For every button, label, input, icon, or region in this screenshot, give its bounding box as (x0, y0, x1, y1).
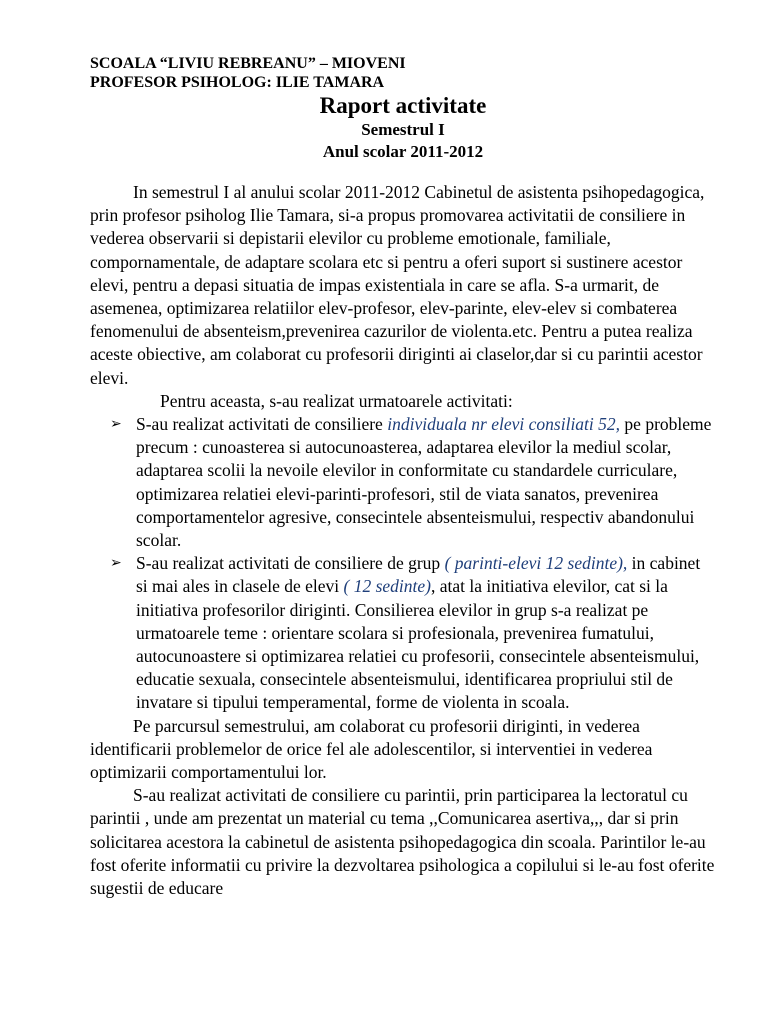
parinti-paragraph: S-au realizat activitati de consiliere cu parintii, prin participarea la lectoratul cu parintii , unde am prezentat un material cu tema ,,Comunicarea asertiva,,, dar si prin solicitarea acestora la cabinetul de asistenta psihopedagogica din scoala. Parintilor le-au fost oferite informatii cu privire la dezvoltarea psihologica a copilului si le-au fost oferite sugestii de educare (90, 785, 715, 899)
arrow-bullet-icon: ➢ (110, 417, 122, 433)
list-item (110, 413, 716, 552)
bullet-text: , atat la initiativa elevilor, cat si la initiativa profesorilor diriginti. Consilierea elevilor in grup s-a realizat pe urmatoarele teme : orientare scolara si profesionala, prevenirea fumatului, autocunoastere si optimizarea relatiei cu profesorii, consecintele absenteismului, educatie sexuala, consecintele absenteismului, identificarea propriului stil de invatare si tipului temperamental, forme de violenta in scoala. (136, 576, 700, 713)
teacher-name: PROFESOR PSIHOLOG: ILIE TAMARA (90, 74, 385, 91)
semester-label: Semestrul I (361, 120, 445, 139)
bullet-text: in cabinet si mai ales in clasele de elevi (136, 553, 701, 597)
highlighted-count: individuala nr elevi consiliati 52, (387, 414, 621, 435)
school-name: SCOALA “LIVIU REBREANU” – MIOVENI (90, 55, 406, 72)
highlighted-count: ( parinti-elevi 12 sedinte), (444, 553, 628, 574)
list-item (110, 552, 716, 714)
report-body (90, 181, 716, 900)
intro-paragraph: In semestrul I al anului scolar 2011-2012 Cabinetul de asistenta psihopedagogica, prin profesor psiholog Ilie Tamara, si-a propus promovarea activitatii de consiliere in vederea observarii si depistarii elevilor cu probleme emotionale, familiale, compornamentale, de adaptare scolara etc si pentru a oferi suport si sustinere acestor elevi, pentru a depasi situatia de impas existentiala in care se afla. S-a urmarit, de asemenea, optimizarea relatiilor elev-profesor, elev-parinte, elev-elev si combaterea fenomenului de absenteism,prevenirea cazurilor de violenta.etc. Pentru a putea realiza aceste obiective, am colaborat cu profesorii diriginti ai claselor,dar si cu parintii acestor elevi. (90, 182, 705, 388)
arrow-bullet-icon: ➢ (110, 556, 122, 572)
activities-intro: Pentru aceasta, s-au realizat urmatoarele activitati: (160, 390, 513, 411)
bullet-text: S-au realizat activitati de consiliere (136, 414, 388, 435)
report-title: Raport activitate (319, 93, 487, 118)
diriginti-paragraph: Pe parcursul semestrului, am colaborat cu profesorii diriginti, in vederea identificarii problemelor de orice fel ale adolescentilor, si interventiei in vederea optimizarii comportamentului lor. (90, 715, 653, 783)
bullet-text: pe probleme precum : cunoasterea si autocunoasterea, adaptarea elevilor la mediul scolar, adaptarea scolii la nevoile elevilor in conformitate cu standardele curriculare, optimizarea relatiei elevi-parinti-profesori, stil de viata sanatos, prevenirea comportamentelor agresive, consecintele absenteismului, respectiv abandonului scolar. (136, 414, 712, 551)
highlighted-count: ( 12 sedinte) (343, 576, 431, 597)
activities-list (90, 413, 716, 715)
school-year-label: Anul scolar 2011-2012 (322, 142, 484, 161)
bullet-text: S-au realizat activitati de consiliere de grup (136, 553, 445, 574)
